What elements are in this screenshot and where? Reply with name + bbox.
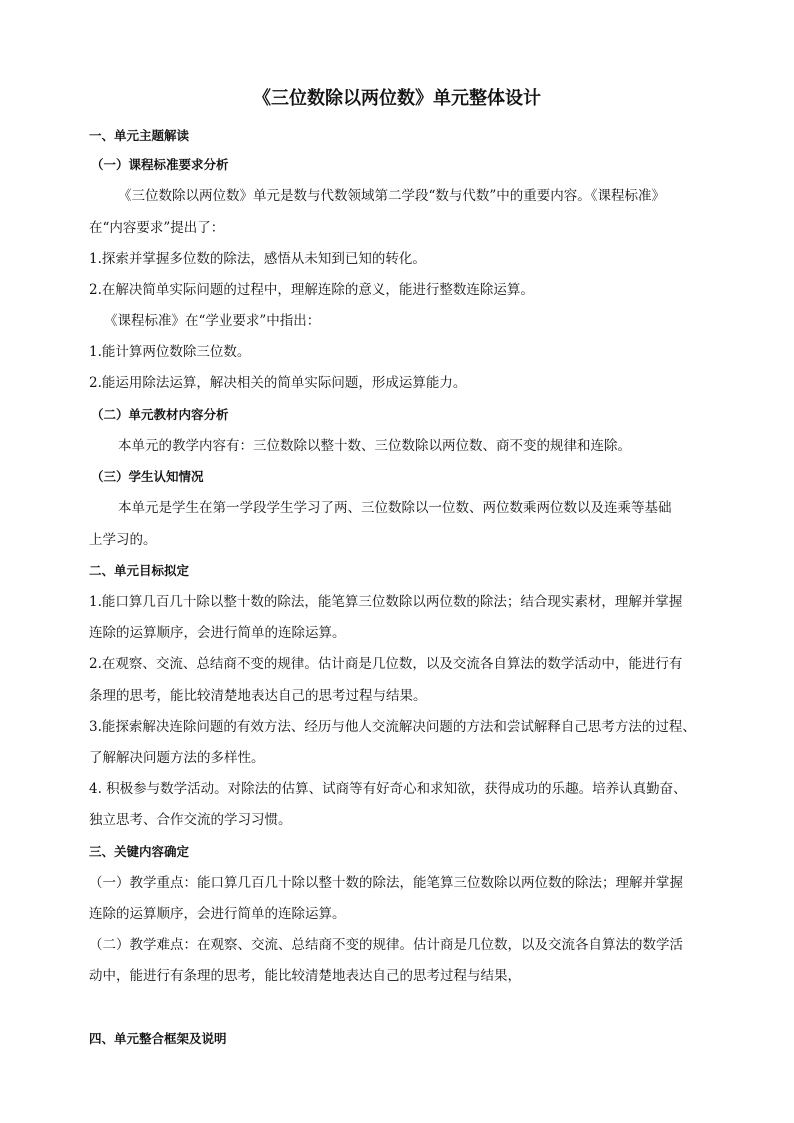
section-heading-3: 三、关键内容确定 [89,844,190,859]
subsection-heading-1-1: （一）课程标准要求分析 [91,157,229,172]
paragraph-line: （二）教学难点：在观察、交流、总结商不变的规律。估计商是几位数，以及交流各自算法的数学活 [89,937,683,953]
paragraph-line: 动中，能进行有条理的思考，能比较清楚地表达自己的思考过程与结果， [89,968,521,984]
subsection-heading-1-3: （三）学生认知情况 [91,469,204,484]
list-item: 1.探索并掌握多位数的除法，感悟从未知到已知的转化。 [89,251,426,267]
paragraph-line: 《课程标准》在“学业要求”中指出： [104,313,321,329]
list-item-continuation: 了解解决问题方法的多样性。 [89,750,265,766]
list-item-continuation: 连除的运算顺序，会进行简单的连除运算。 [89,625,346,641]
list-item: 2.在解决简单实际问题的过程中，理解连除的意义，能进行整数连除运算。 [89,282,534,298]
paragraph-line: 上学习的。 [89,532,157,548]
paragraph-line: 连除的运算顺序，会进行简单的连除运算。 [89,906,346,922]
list-item-continuation: 独立思考、合作交流的学习习惯。 [89,812,292,828]
paragraph-line: （一）教学重点：能口算几百几十除以整十数的除法，能笔算三位数除以两位数的除法；理解并掌握 [89,875,683,891]
section-heading-1: 一、单元主题解读 [89,128,190,143]
list-item: 1.能口算几百几十除以整十数的除法，能笔算三位数除以两位数的除法；结合现实素材，理解并掌握 [89,594,683,610]
paragraph-line: 本单元的教学内容有：三位数除以整十数、三位数除以两位数、商不变的规律和连除。 [118,438,631,454]
list-item: 4. 积极参与数学活动。对除法的估算、试商等有好奇心和求知欲，获得成功的乐趣。培养认真勤奋、 [89,781,687,797]
list-item: 1.能计算两位数除三位数。 [89,344,251,360]
paragraph-line: 本单元是学生在第一学段学生学习了两、三位数除以一位数、两位数乘两位数以及连乘等基础 [118,500,672,516]
paragraph-line: 《三位数除以两位数》单元是数与代数领域第二学段“数与代数”中的重要内容。《课程标准》 [118,188,666,204]
list-item: 3.能探索解决连除问题的有效方法、经历与他人交流解决问题的方法和尝试解释自己思考方法的过程、 [89,719,696,735]
list-item-continuation: 条理的思考，能比较清楚地表达自己的思考过程与结果。 [89,688,427,704]
section-heading-2: 二、单元目标拟定 [89,563,190,578]
list-item: 2.能运用除法运算，解决相关的简单实际问题，形成运算能力。 [89,375,467,391]
document-title: 《三位数除以两位数》单元整体设计 [253,88,541,109]
paragraph-line: 在“内容要求”提出了： [89,220,225,236]
section-heading-4: 四、单元整合框架及说明 [89,1031,227,1046]
subsection-heading-1-2: （二）单元教材内容分析 [91,407,229,422]
list-item: 2.在观察、交流、总结商不变的规律。估计商是几位数，以及交流各自算法的数学活动中，能进行有 [89,656,683,672]
